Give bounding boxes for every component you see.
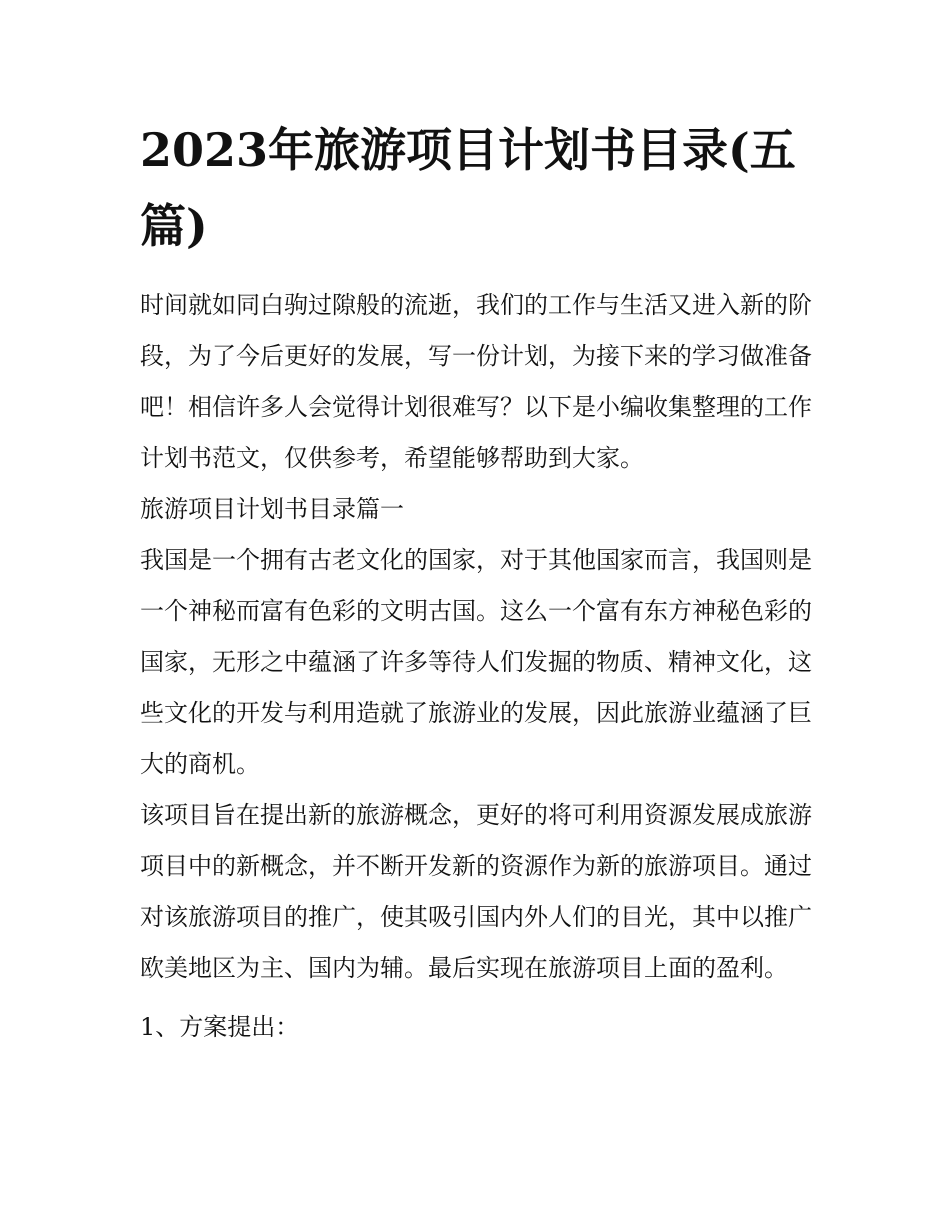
body-paragraph-2: 该项目旨在提出新的旅游概念，更好的将可利用资源发展成旅游项目中的新概念，并不断开发新的资源作为新的旅游项目。通过对该旅游项目的推广，使其吸引国内外人们的目光，其中以推广欧美地区为主、国内为辅。最后实现在旅游项目上面的盈利。 (140, 801, 812, 982)
body-paragraph-1: 我国是一个拥有古老文化的国家，对于其他国家而言，我国则是一个神秘而富有色彩的文明古国。这么一个富有东方神秘色彩的国家，无形之中蕴涵了许多等待人们发掘的物质、精神文化，这些文化的开发与利用造就了旅游业的发展，因此旅游业蕴涵了巨大的商机。 (140, 546, 812, 778)
list-item-1: 1、方案提出： (140, 1013, 300, 1041)
section-heading: 旅游项目计划书目录篇一 (140, 495, 404, 523)
document-page (140, 112, 812, 1053)
document-title: 2023年旅游项目计划书目录(五篇) (140, 123, 796, 253)
intro-paragraph: 时间就如同白驹过隙般的流逝，我们的工作与生活又进入新的阶段，为了今后更好的发展，写一份计划，为接下来的学习做准备吧！相信许多人会觉得计划很难写？以下是小编收集整理的工作计划书范文，仅供参考，希望能够帮助到大家。 (140, 291, 812, 472)
